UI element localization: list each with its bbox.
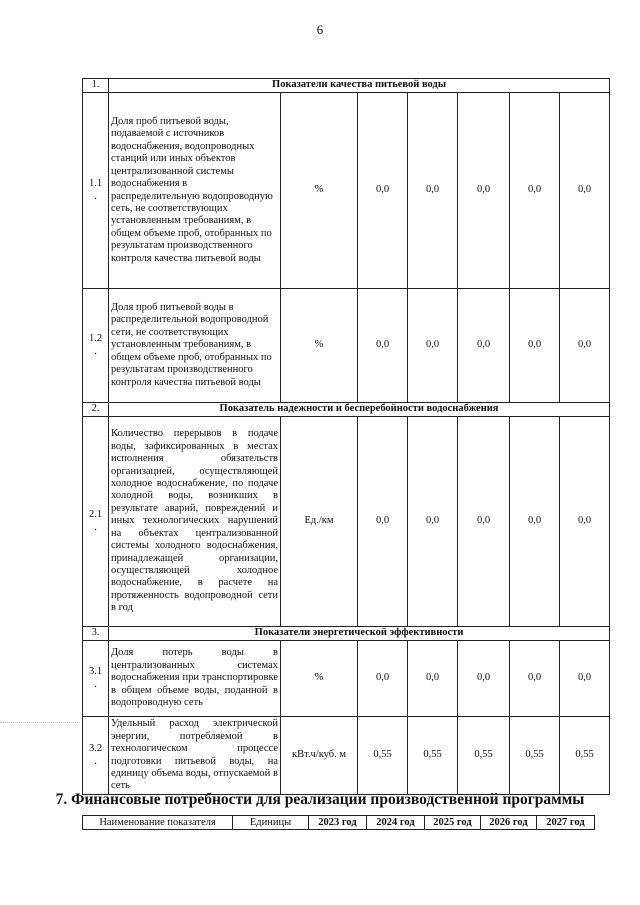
row-description: Количество перерывов в подаче воды, зафиксированных в местах исполнения обязательств организацией, осуществляющей холодное водоснабжение, по подаче холодной воды, возникших в результате аварий, повреждений и иных технологических нарушений на объектах централизованной системы холодного водоснабжения, принадлежащей организации, осуществляющей холодное водоснабжение, в расчете на протяженность водопроводной сети в год: [109, 417, 281, 627]
row-value: 0,0: [358, 641, 408, 717]
section-title: Показатели качества питьевой воды: [109, 79, 610, 93]
margin-dotted-line: [0, 722, 80, 723]
row-description: Удельный расход электрической энергии, потребляемой в технологическом процессе подготовки питьевой воды, на единицу объема воды, отпускаемой в сеть: [109, 717, 281, 795]
section-number: 1.: [83, 79, 109, 93]
row-number: 1.2 .: [83, 289, 109, 403]
section-heading: 7. Финансовые потребности для реализации производственной программы: [55, 791, 585, 808]
row-value: 0,0: [358, 289, 408, 403]
row-unit: %: [281, 93, 358, 289]
row-value: 0,0: [458, 93, 510, 289]
row-number: 3.1 .: [83, 641, 109, 717]
section-title: Показатели энергетической эффективности: [109, 627, 610, 641]
table-row: [83, 289, 610, 403]
row-value: 0,55: [458, 717, 510, 795]
row-value: 0,55: [408, 717, 458, 795]
table-row: [83, 417, 610, 627]
row-value: 0,0: [458, 289, 510, 403]
header-cell: Единицы: [233, 816, 309, 830]
row-description: Доля проб питьевой воды в распределительной водопроводной сети, не соответствующих установленным требованиям, в общем объеме проб, отобранных по результатам производственного контроля качества питьевой воды: [109, 289, 281, 403]
indicators-table: [82, 78, 610, 795]
row-value: 0,0: [458, 417, 510, 627]
row-value: 0,0: [408, 93, 458, 289]
financial-table: [82, 815, 595, 830]
row-value: 0,0: [358, 93, 408, 289]
row-number: 2.1 .: [83, 417, 109, 627]
section-number: 3.: [83, 627, 109, 641]
header-cell: 2026 год: [481, 816, 537, 830]
section-row: [83, 403, 610, 417]
row-description: Доля проб питьевой воды, подаваемой с источников водоснабжения, водопроводных станций или иных объектов централизованной системы водоснабжения в распределительную водопроводную сеть, не соответствующих установленным требованиям, в общем объеме проб, отобранных по результатам производственного контроля качества питьевой воды: [109, 93, 281, 289]
row-unit: кВт.ч/куб. м: [281, 717, 358, 795]
row-value: 0,0: [510, 93, 560, 289]
row-unit: %: [281, 641, 358, 717]
header-cell: 2024 год: [367, 816, 425, 830]
row-value: 0,0: [510, 641, 560, 717]
header-cell: 2023 год: [309, 816, 367, 830]
row-value: 0,55: [560, 717, 610, 795]
page-number: 6: [316, 22, 324, 37]
table-row: [83, 717, 610, 795]
table-header-row: [83, 816, 595, 830]
row-value: 0,0: [408, 289, 458, 403]
table-row: [83, 93, 610, 289]
row-value: 0,0: [358, 417, 408, 627]
row-number: 1.1 .: [83, 93, 109, 289]
section-row: [83, 627, 610, 641]
row-unit: Ед./км: [281, 417, 358, 627]
row-value: 0,55: [358, 717, 408, 795]
section-number: 2.: [83, 403, 109, 417]
row-value: 0,0: [408, 417, 458, 627]
table-row: [83, 641, 610, 717]
section-row: [83, 79, 610, 93]
row-value: 0,0: [458, 641, 510, 717]
row-value: 0,0: [560, 289, 610, 403]
row-value: 0,0: [560, 641, 610, 717]
row-value: 0,0: [560, 417, 610, 627]
row-value: 0,0: [510, 289, 560, 403]
header-cell: Наименование показателя: [83, 816, 233, 830]
section-title: Показатель надежности и бесперебойности водоснабжения: [109, 403, 610, 417]
row-value: 0,55: [510, 717, 560, 795]
row-value: 0,0: [560, 93, 610, 289]
row-unit: %: [281, 289, 358, 403]
row-value: 0,0: [408, 641, 458, 717]
row-description: Доля потерь воды в централизованных системах водоснабжения при транспортировке в общем объеме воды, поданной в водопроводную сеть: [109, 641, 281, 717]
header-cell: 2025 год: [425, 816, 481, 830]
header-cell: 2027 год: [537, 816, 595, 830]
row-number: 3.2 .: [83, 717, 109, 795]
row-value: 0,0: [510, 417, 560, 627]
